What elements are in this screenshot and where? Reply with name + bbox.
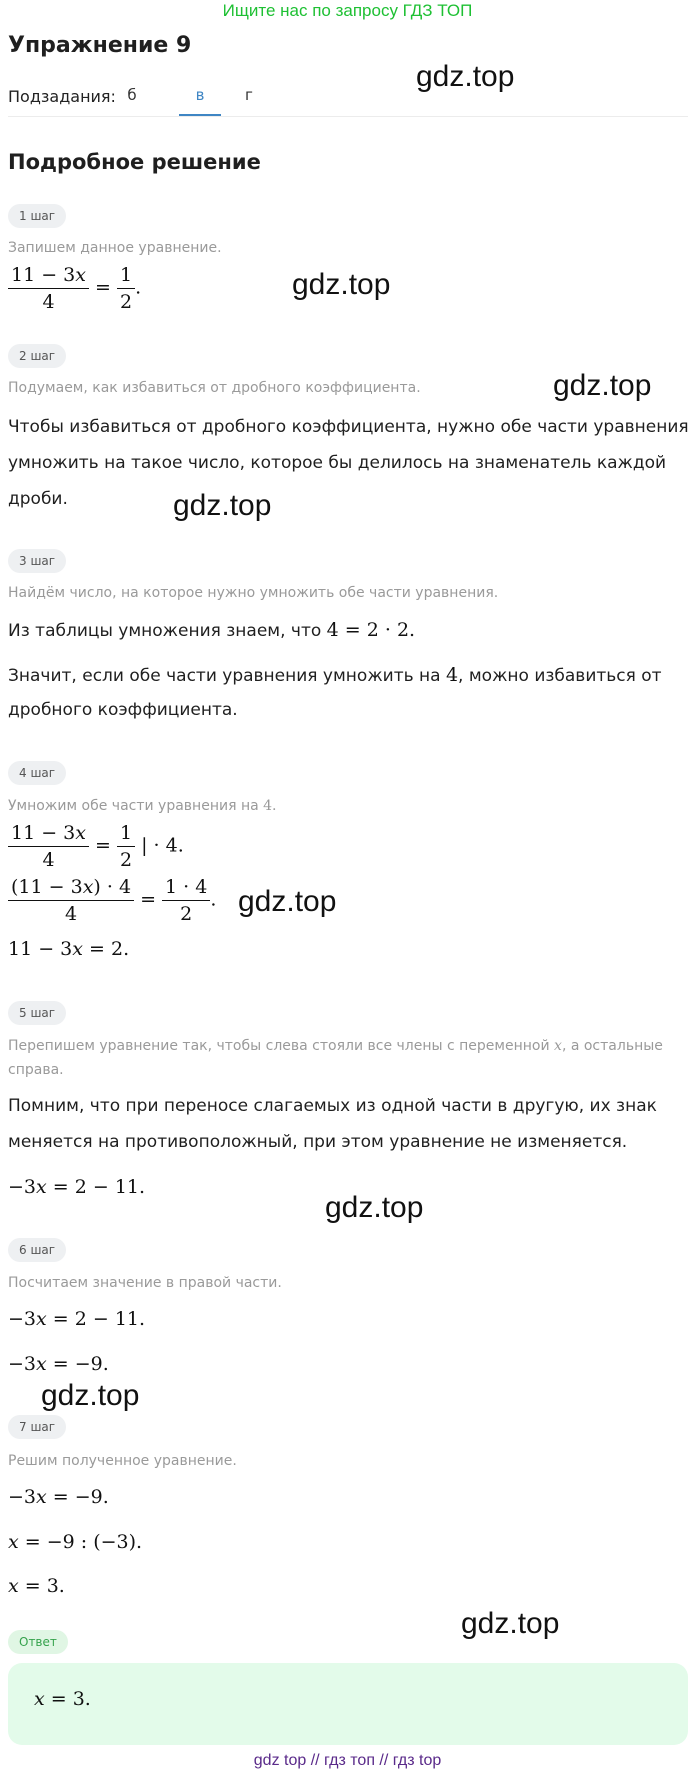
step-1-hint: Запишем данное уравнение. [8,240,222,256]
step-6-badge: 6 шаг [8,1238,66,1262]
tab-subtask-b[interactable]: б [127,86,137,104]
step-2-text-line: дроби. [8,489,68,509]
step-5-hint-text: , а остальные [561,1038,663,1054]
tab-subtask-g[interactable]: г [245,86,253,104]
step-3-hint: Найдём число, на которое нужно умножить обе части уравнения. [8,585,499,601]
section-title: Подробное решение [8,150,261,174]
step-7-hint: Решим полученное уравнение. [8,1453,237,1469]
step-2-badge: 2 шаг [8,344,66,368]
step-3-badge: 3 шаг [8,549,66,573]
step-3-text-part: Из таблицы умножения знаем, что [8,621,327,641]
step-3-text: Значит, если обе части уравнения умножить на 4, можно избавиться от [8,664,662,686]
watermark: gdz.top [461,1607,560,1640]
step-7-badge: 7 шаг [8,1415,66,1439]
step-6-hint: Посчитаем значение в правой части. [8,1275,282,1291]
search-banner[interactable]: Ищите нас по запросу ГДЗ ТОП [222,1,473,20]
subtasks-label: Подзадания: [8,87,116,106]
answer-badge: Ответ [8,1630,68,1654]
watermark: gdz.top [41,1379,140,1412]
step-5-hint-text: Перепишем уравнение так, чтобы слева стояли все члены с переменной [8,1038,555,1054]
step-3-text-part: Значит, если обе части уравнения умножить на [8,666,446,686]
tab-subtask-v[interactable]: в [195,86,205,104]
footer-links[interactable]: gdz top // гдз топ // гдз top [253,1752,442,1769]
step-1-badge: 1 шаг [8,204,66,228]
step-5-text-line: меняется на противоположный, при этом уравнение не изменяется. [8,1132,628,1152]
watermark: gdz.top [553,369,652,402]
answer-value: x = 3. [34,1688,91,1710]
watermark: gdz.top [173,489,272,522]
answer-box [8,1663,688,1745]
step-4-equation-1: $\frac{11 - 3x}{4}$ = $\frac{1}{2}$ | · 4. [8,820,184,873]
step-7-equation-1: −3x = −9. [8,1486,109,1508]
step-7-equation-2: x = −9 : (−3). [8,1531,143,1553]
step-3-text-line: дробного коэффициента. [8,700,238,720]
step-4-hint: Умножим обе части уравнения на 4. [8,798,277,814]
step-3-text-part: , можно избавиться от [458,666,662,686]
step-5-badge: 5 шаг [8,1001,66,1025]
step-1-equation: $\frac{11 - 3x}{4}$ = $\frac{1}{2}$ . [8,262,141,315]
step-5-text-line: Помним, что при переносе слагаемых из одной части в другую, их знак [8,1096,657,1116]
step-2-text-line: умножить на такое число, которое бы делилось на знаменатель каждой [8,453,667,473]
watermark: gdz.top [416,60,515,93]
step-4-equation-2: $\frac{(11 - 3x) \cdot 4}{4}$ = $\frac{1 \cdot 4}{2}$ . [8,874,216,927]
watermark: gdz.top [292,268,391,301]
step-6-equation-2: −3x = −9. [8,1353,109,1375]
page-title: Упражнение 9 [8,33,192,58]
step-7-equation-3: x = 3. [8,1575,65,1597]
step-2-text-line: Чтобы избавиться от дробного коэффициента, нужно обе части уравнения [8,417,689,437]
step-4-equation-3: 11 − 3x = 2. [8,938,130,960]
step-3-text: Из таблицы умножения знаем, что 4 = 2 · 2. [8,619,416,641]
step-2-hint: Подумаем, как избавиться от дробного коэффициента. [8,380,421,396]
tabs-divider [8,116,688,117]
step-4-badge: 4 шаг [8,761,66,785]
watermark: gdz.top [325,1191,424,1224]
step-5-hint: Перепишем уравнение так, чтобы слева стояли все члены с переменной x, а остальные [8,1038,663,1054]
step-4-hint-text: Умножим обе части уравнения на [8,798,264,814]
watermark: gdz.top [238,885,337,918]
step-5-equation: −3x = 2 − 11. [8,1176,146,1198]
step-5-hint-line: справа. [8,1062,64,1078]
step-6-equation-1: −3x = 2 − 11. [8,1308,146,1330]
